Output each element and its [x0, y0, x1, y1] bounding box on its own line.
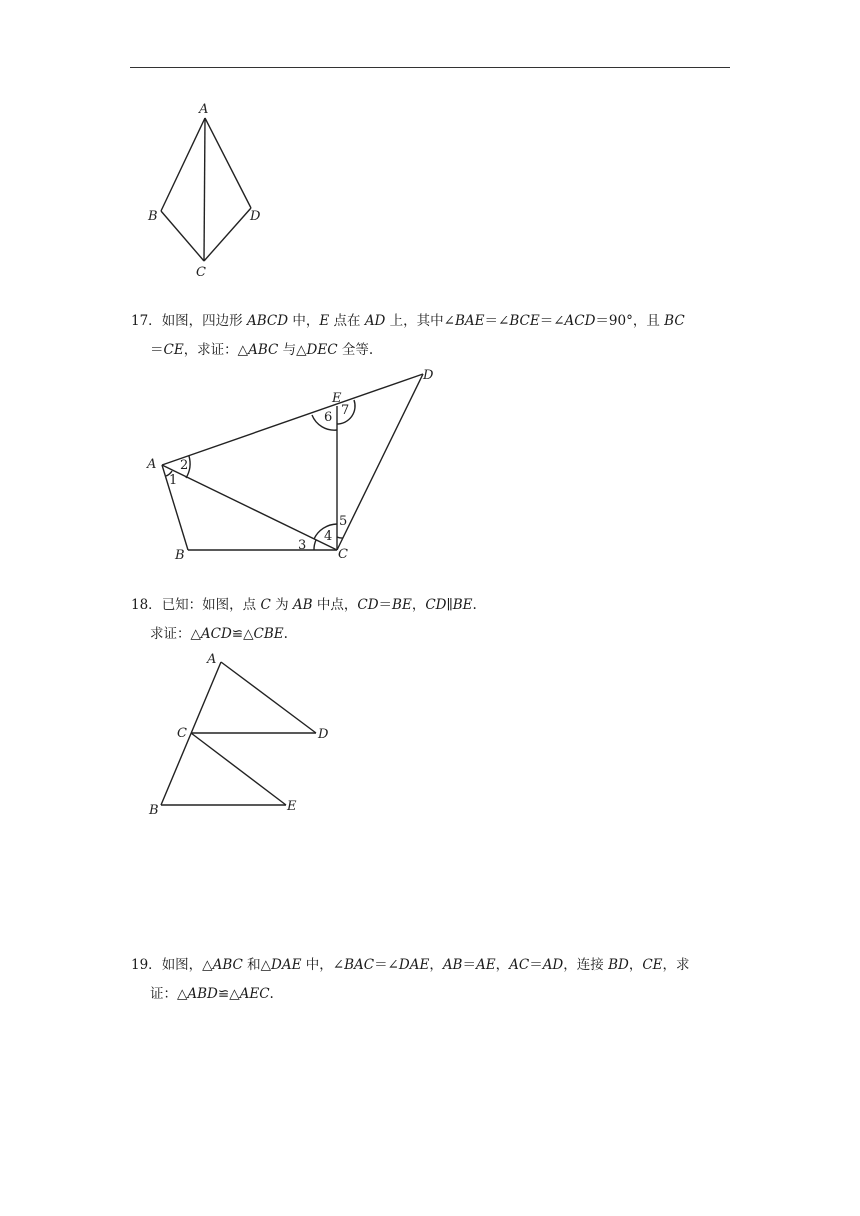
- symbol: DAE: [398, 957, 430, 973]
- problem-17-line-2: [131, 336, 731, 365]
- text: .: [283, 626, 288, 642]
- text: .: [269, 986, 274, 1002]
- symbol: ABC: [212, 957, 243, 973]
- figure-18-triangles: [140, 648, 350, 823]
- text: ，: [411, 597, 426, 613]
- label-C: C: [338, 547, 348, 562]
- segment-AD: [205, 118, 251, 208]
- label-D: D: [423, 368, 434, 383]
- text: 中，: [288, 313, 320, 329]
- label-A: A: [199, 102, 209, 117]
- problem-number: 18．: [131, 597, 162, 613]
- symbol: CD: [357, 597, 379, 613]
- text: ，求证：△: [183, 342, 249, 358]
- symbol: E: [319, 313, 330, 329]
- symbol: AD: [364, 313, 386, 329]
- text: ∥: [446, 597, 453, 613]
- symbol: BAE: [455, 313, 485, 329]
- text: 中，∠: [301, 957, 345, 973]
- text: ＝: [150, 342, 164, 358]
- figure-17-quadrilateral: [140, 362, 460, 567]
- text: ，: [495, 957, 510, 973]
- text: ＝: [529, 957, 543, 973]
- angle-arc-5: [337, 537, 343, 538]
- problem-17-line-1: [131, 307, 731, 336]
- text: 中点，: [312, 597, 358, 613]
- label-B: B: [148, 209, 158, 224]
- symbol: BE: [452, 597, 473, 613]
- symbol: C: [260, 597, 271, 613]
- text: 如图，四边形: [161, 313, 247, 329]
- symbol: DEC: [306, 342, 338, 358]
- label-D: D: [250, 209, 261, 224]
- problem-18: [131, 591, 731, 649]
- symbol: CE: [642, 957, 663, 973]
- segment-DC: [337, 374, 423, 550]
- symbol: AB: [292, 597, 313, 613]
- figure-16-kite: [140, 95, 280, 285]
- problem-17: [131, 307, 731, 365]
- segment-AB: [161, 118, 205, 211]
- symbol: CD: [425, 597, 447, 613]
- segment-AC: [204, 118, 205, 261]
- text: 已知：如图，点: [161, 597, 261, 613]
- angle-label-2: 2: [180, 458, 189, 473]
- problem-18-line-1: [131, 591, 731, 620]
- problem-18-line-2: [131, 620, 731, 649]
- text: ＝: [462, 957, 476, 973]
- symbol: ABC: [248, 342, 279, 358]
- text: 和△: [242, 957, 272, 973]
- problem-19-line-1: [131, 951, 731, 980]
- problem-number: 19．: [131, 957, 162, 973]
- label-A: A: [147, 457, 157, 472]
- angle-label-7: 7: [341, 403, 350, 418]
- text: 证：△: [150, 986, 188, 1002]
- angle-label-5: 5: [339, 514, 348, 529]
- symbol: BC: [664, 313, 685, 329]
- text: ，求: [662, 957, 690, 973]
- symbol: AEC: [239, 986, 270, 1002]
- text: ，: [628, 957, 643, 973]
- symbol: DAE: [271, 957, 302, 973]
- text: ＝∠: [374, 957, 399, 973]
- text: .: [472, 597, 477, 613]
- symbol: ABCD: [246, 313, 289, 329]
- segment-BC: [161, 211, 204, 261]
- segment-AC: [162, 465, 337, 550]
- text: 全等.: [337, 342, 374, 358]
- symbol: AB: [442, 957, 463, 973]
- symbol: AE: [475, 957, 496, 973]
- label-C: C: [177, 726, 187, 741]
- problem-19-line-2: [131, 980, 731, 1009]
- text: ，: [429, 957, 443, 973]
- symbol: AD: [542, 957, 564, 973]
- segment-CE: [191, 733, 286, 805]
- symbol: ABD: [187, 986, 218, 1002]
- symbol: AC: [509, 957, 530, 973]
- angle-label-6: 6: [324, 410, 333, 425]
- label-B: B: [149, 803, 159, 818]
- label-E: E: [287, 799, 297, 814]
- symbol: BAC: [344, 957, 375, 973]
- label-C: C: [196, 265, 206, 280]
- segment-DC: [204, 208, 251, 261]
- text: 为: [270, 597, 293, 613]
- text: 求证：△: [150, 626, 201, 642]
- problem-19: [131, 951, 731, 1009]
- label-B: B: [175, 548, 185, 563]
- symbol: BE: [392, 597, 412, 613]
- angle-arc-3: [314, 540, 316, 550]
- text: ＝: [378, 597, 393, 613]
- segment-AD: [221, 662, 316, 733]
- symbol: ACD: [200, 626, 232, 642]
- symbol: CBE: [253, 626, 284, 642]
- label-A: A: [207, 652, 217, 667]
- text: ，连接: [563, 957, 609, 973]
- problem-number: 17．: [131, 313, 162, 329]
- text: 点在: [329, 313, 365, 329]
- angle-label-4: 4: [324, 529, 333, 544]
- text: 与△: [278, 342, 307, 358]
- symbol: CE: [163, 342, 184, 358]
- angle-label-1: 1: [169, 473, 178, 488]
- text: ＝∠: [539, 313, 565, 329]
- text: ＝∠: [484, 313, 510, 329]
- text: ≌△: [231, 626, 254, 642]
- text: ＝90°，且: [595, 313, 665, 329]
- segment-AD: [162, 374, 423, 465]
- symbol: ACD: [564, 313, 596, 329]
- angle-label-3: 3: [298, 538, 307, 553]
- symbol: BD: [608, 957, 629, 973]
- text: 如图，△: [161, 957, 213, 973]
- header-rule: [130, 67, 730, 68]
- label-D: D: [318, 727, 329, 742]
- symbol: BCE: [509, 313, 540, 329]
- text: ≌△: [217, 986, 240, 1002]
- text: 上，其中∠: [385, 313, 455, 329]
- label-E: E: [332, 391, 342, 406]
